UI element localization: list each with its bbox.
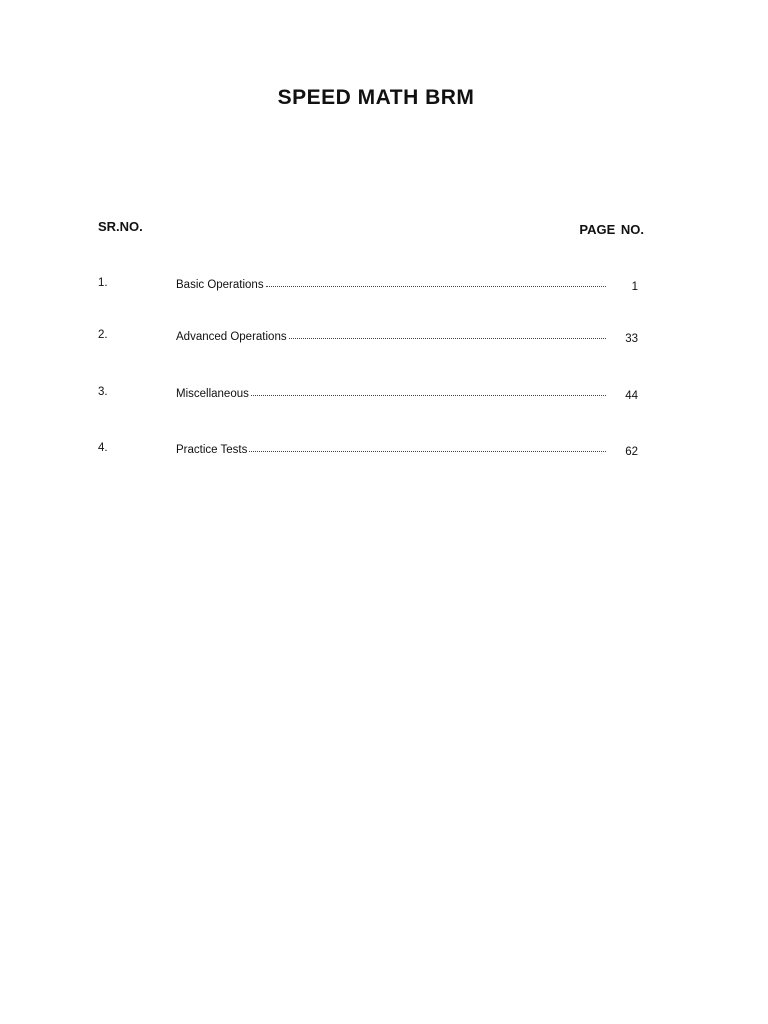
toc-entry-page: 1 (631, 281, 638, 293)
toc-entry-number: 1. (98, 277, 108, 289)
toc-entry (98, 442, 646, 462)
toc-entry-number: 4. (98, 442, 108, 454)
toc-entry (98, 329, 646, 349)
toc-entry-number: 2. (98, 329, 108, 341)
toc-entry-title: Basic Operations (176, 279, 264, 291)
page-title: SPEED MATH BRM (277, 86, 475, 109)
dot-leader (289, 328, 606, 339)
toc-entry-title-line (176, 277, 606, 291)
toc-entry-page: 62 (625, 446, 638, 458)
dot-leader (266, 276, 606, 287)
toc-entry-title-line (176, 386, 606, 400)
toc-entry-number: 3. (98, 386, 108, 398)
toc-entry-page: 33 (625, 333, 638, 345)
sr-no-header: SR.NO. (98, 219, 143, 234)
toc-entry-title: Practice Tests (176, 444, 248, 456)
page-no-header: PAGE NO. (579, 222, 644, 237)
toc-entry-page: 44 (625, 390, 638, 402)
toc-entry (98, 386, 646, 406)
dot-leader (251, 385, 606, 396)
toc-entry (98, 277, 646, 297)
toc-entry-title-line (176, 442, 606, 456)
dot-leader (249, 441, 606, 452)
toc-entry-title-line (176, 329, 606, 343)
toc-entry-title: Advanced Operations (176, 331, 287, 343)
toc-entry-title: Miscellaneous (176, 388, 249, 400)
